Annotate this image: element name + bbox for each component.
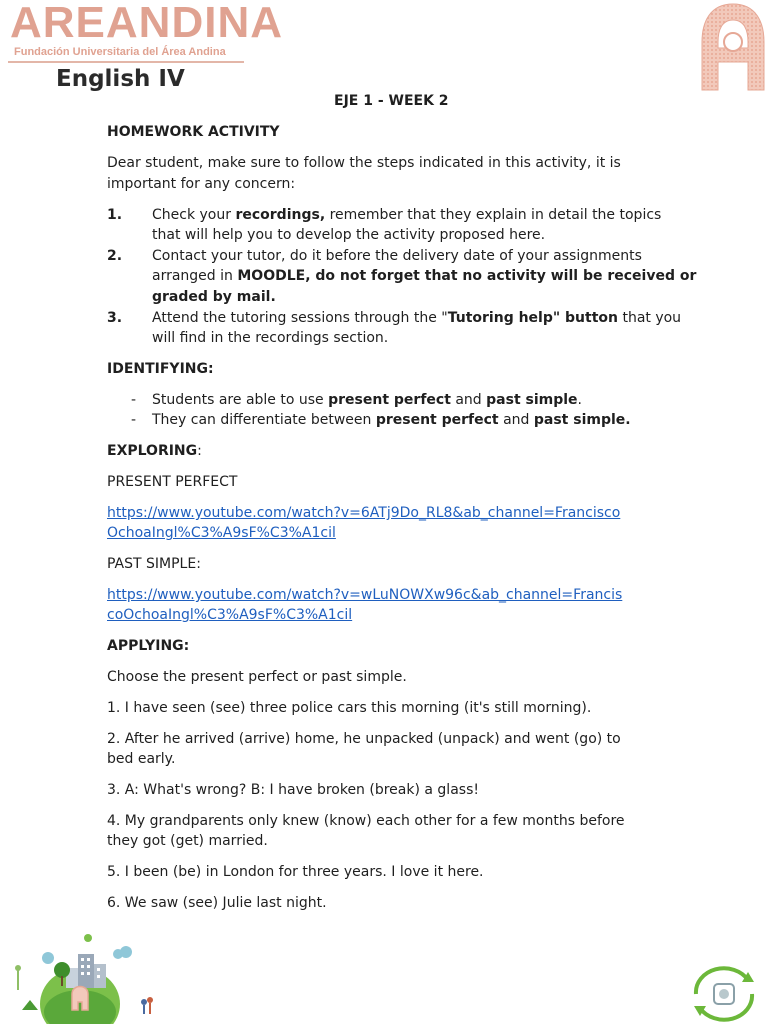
- exercise-item: 6. We saw (see) Julie last night.: [107, 895, 327, 911]
- exercise-item: 1. I have seen (see) three police cars this morning (it's still morning).: [107, 700, 592, 716]
- step-number: 3.: [107, 310, 123, 326]
- applying-instruction: Choose the present perfect or past simple.: [107, 669, 407, 685]
- identifying-bullet-2: They can differentiate between present perfect and past simple.: [152, 412, 631, 428]
- exercise-item: 4. My grandparents only knew (know) each other for a few months before: [107, 813, 625, 829]
- step-2-line-3: graded by mail.: [152, 289, 276, 305]
- areandina-a-logo-icon: [698, 0, 768, 92]
- step-number: 2.: [107, 248, 123, 264]
- identifying-heading: IDENTIFYING:: [107, 361, 214, 377]
- step-number: 1.: [107, 207, 123, 223]
- brand-subtitle: Fundación Universitaria del Área Andina: [14, 46, 226, 58]
- exercise-item-cont: bed early.: [107, 751, 176, 767]
- past-simple-video-link-cont[interactable]: coOchoaIngl%C3%A9sF%C3%A1cil: [107, 607, 353, 623]
- step-1-line-1: Check your recordings, remember that they explain in detail the topics: [152, 207, 662, 223]
- exercise-item: 2. After he arrived (arrive) home, he unpacked (unpack) and went (go) to: [107, 731, 621, 747]
- step-2-line-1: Contact your tutor, do it before the delivery date of your assignments: [152, 248, 642, 264]
- bullet-dash: -: [131, 412, 137, 428]
- step-1-line-2: that will help you to develop the activity proposed here.: [152, 227, 546, 243]
- present-perfect-video-link[interactable]: https://www.youtube.com/watch?v=6ATj9Do_RL8&ab_channel=Francisco: [107, 505, 621, 521]
- step-3-line-2: will find in the recordings section.: [152, 330, 389, 346]
- identifying-bullet-1: Students are able to use present perfect and past simple.: [152, 392, 582, 408]
- present-perfect-label: PRESENT PERFECT: [107, 474, 238, 490]
- past-simple-video-link[interactable]: https://www.youtube.com/watch?v=wLuNOWXw96c&ab_channel=Francis: [107, 587, 623, 603]
- course-title: English IV: [56, 66, 185, 92]
- past-simple-label: PAST SIMPLE:: [107, 556, 201, 572]
- brand-divider: [8, 61, 244, 63]
- intro-line-1: Dear student, make sure to follow the steps indicated in this activity, it is: [107, 155, 621, 171]
- exploring-heading: EXPLORING:: [107, 443, 202, 459]
- eco-city-illustration-icon: [8, 930, 158, 1024]
- present-perfect-video-link-cont[interactable]: OchoaIngl%C3%A9sF%C3%A1cil: [107, 525, 336, 541]
- exercise-item-cont: they got (get) married.: [107, 833, 268, 849]
- intro-line-2: important for any concern:: [107, 176, 296, 192]
- recycle-circle-icon: [688, 966, 760, 1022]
- step-3-line-1: Attend the tutoring sessions through the "Tutoring help" button that you: [152, 310, 682, 326]
- applying-heading: APPLYING:: [107, 638, 190, 654]
- exercise-item: 3. A: What's wrong? B: I have broken (break) a glass!: [107, 782, 479, 798]
- brand-logo-text: AREANDINA: [10, 0, 283, 47]
- bullet-dash: -: [131, 392, 137, 408]
- week-heading: EJE 1 - WEEK 2: [334, 93, 449, 109]
- step-2-line-2: arranged in MOODLE, do not forget that no activity will be received or: [152, 268, 697, 284]
- exercise-item: 5. I been (be) in London for three years. I love it here.: [107, 864, 484, 880]
- homework-heading: HOMEWORK ACTIVITY: [107, 124, 280, 140]
